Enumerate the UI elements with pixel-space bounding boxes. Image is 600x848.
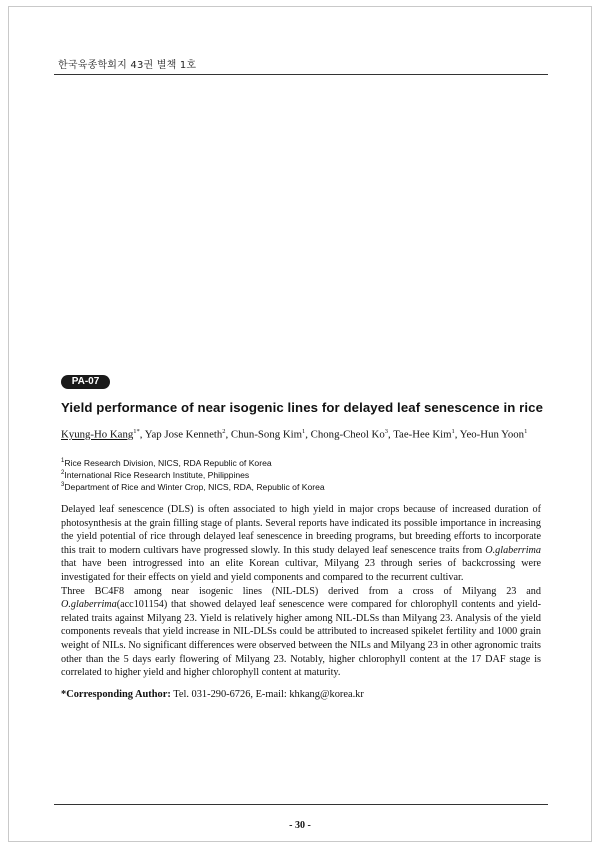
author-affil-mark: 1 — [451, 428, 455, 435]
affiliation-number: 2 — [61, 470, 65, 477]
header-rule — [54, 74, 548, 75]
species-name: O.glaberrima — [485, 544, 541, 556]
author-name: Tae-Hee Kim — [393, 428, 452, 441]
author-name: Chong-Cheol Ko — [310, 428, 385, 441]
affiliation-text: Department of Rice and Winter Crop, NICS, RDA, Republic of Korea — [64, 482, 325, 492]
abstract-body — [61, 503, 541, 680]
affiliation-number: 1 — [61, 458, 65, 465]
footer-rule — [54, 804, 548, 805]
author-name: Kyung-Ho Kang — [61, 428, 134, 441]
abstract-paragraph-2: Three BC4F8 among near isogenic lines (NIL-DLS) derived from a cross of Milyang 23 and O.glaberrima(acc101154) that showed delayed leaf senescence were compared for chlorophyll contents and yield-related traits against Milyang 23. Yield is relatively higher among NIL-DLSs than Milyang 23. Analysis of the yield components reveals that yield increase in NIL-DLSs could be attributed to increased spikelet fertility and 1000 grain weight of NILs. No significant differences were observed between the NILs and Milyang 23 in other agronomic traits other than the 5 days early flowering of Milyang 23. Notably, higher chlorophyll content at the 17 DAF stage is correlated to higher yield and higher chlorophyll content at maturity. — [61, 585, 541, 679]
abstract-id-badge: PA-07 — [61, 375, 110, 389]
corresponding-label: *Corresponding Author: — [61, 689, 171, 700]
page-number: - 30 - — [289, 820, 311, 831]
journal-header: 한국육종학회지 43권 별책 1호 — [58, 60, 197, 71]
affiliation-text: International Rice Research Institute, Philippines — [64, 470, 250, 480]
species-name: O.glaberrima — [61, 599, 117, 611]
affiliation-2 — [61, 470, 249, 480]
paper-title: Yield performance of near isogenic lines for delayed leaf senescence in rice — [61, 400, 544, 415]
author-name: Yap Jose Kenneth — [144, 428, 223, 441]
author-name: Yeo-Hun Yoon — [459, 428, 525, 441]
author-affil-mark: 1 — [302, 428, 306, 435]
author-affil-mark: 1* — [133, 428, 140, 435]
author-affil-mark: 3 — [384, 428, 388, 435]
abstract-paragraph-1: Delayed leaf senescence (DLS) is often associated to high yield in major crops because of increased duration of photosynthesis at the grain filling stage of plants. Several reports have indicated its possible importance in increasing the yield potential of rice through delayed leaf senescence in breeding programs, but breeding efforts to incorporate this trait to modern cultivars have progressed slowly. In this study delayed leaf senescence traits from O.glaberrima that have been introgressed into an elite Korean cultivar, Milyang 23 through series of backcrossing were investigated for their effects on yield and yield components and compared to the recurrent cultivar. — [61, 504, 541, 583]
affiliation-number: 3 — [61, 482, 65, 489]
author-affil-mark: 2 — [222, 428, 226, 435]
author-list: Kyung-Ho Kang$^{1*}$, Yap Jose Kenneth$^2$, Chun-Song Kim$^1$, Chong-Cheol Ko$^3$, Tae-Hee Kim$^1$, Yeo-Hun Yoon$^1$ — [61, 428, 528, 441]
affiliation-text: Rice Research Division, NICS, RDA Republic of Korea — [64, 458, 272, 468]
corresponding-author — [61, 689, 364, 700]
corresponding-contact: Tel. 031-290-6726, E-mail: khkang@korea.kr — [170, 689, 364, 700]
author-name: Chun-Song Kim — [230, 428, 303, 441]
affiliation-1 — [61, 458, 272, 468]
affiliation-3 — [61, 482, 325, 492]
author-affil-mark: 1 — [524, 428, 528, 435]
page-frame — [8, 6, 592, 842]
